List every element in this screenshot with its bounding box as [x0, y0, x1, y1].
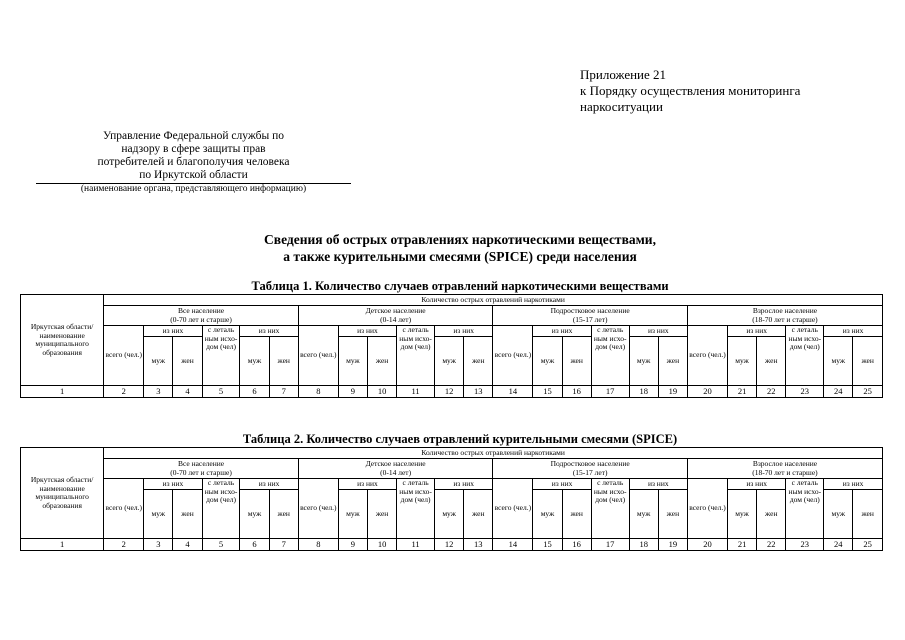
column-number: 5	[202, 386, 240, 398]
column-number: 12	[435, 539, 464, 551]
data-table	[20, 447, 883, 551]
column-number: 20	[687, 539, 727, 551]
column-number: 2	[104, 539, 144, 551]
group-header	[298, 306, 493, 326]
male-header: муж	[824, 337, 853, 386]
female-header: жен	[562, 337, 591, 386]
female-header: жен	[368, 490, 397, 539]
of-them-header: из них	[629, 326, 687, 337]
group-label: Взрослое население	[752, 459, 818, 468]
group-header	[493, 306, 688, 326]
male-header: муж	[240, 337, 269, 386]
region-header: Иркутская области/ наименование муниципального образования	[21, 295, 104, 386]
of-them-header: из них	[824, 479, 883, 490]
total-header: всего (чел.)	[493, 479, 533, 539]
female-header: жен	[658, 490, 687, 539]
column-number: 24	[824, 386, 853, 398]
column-number: 18	[629, 386, 658, 398]
lethal-header: с леталь ным исхо- дом (чел)	[397, 479, 435, 539]
appendix-line: к Порядку осуществления мониторинга	[580, 83, 801, 98]
lethal-header: с леталь ным исхо- дом (чел)	[786, 479, 824, 539]
male-header: муж	[727, 490, 756, 539]
male-header: муж	[533, 337, 562, 386]
female-header: жен	[757, 490, 786, 539]
column-number: 20	[687, 386, 727, 398]
column-number: 13	[464, 539, 493, 551]
female-header: жен	[853, 337, 883, 386]
column-number: 12	[435, 386, 464, 398]
female-header: жен	[757, 337, 786, 386]
male-header: муж	[435, 337, 464, 386]
male-header: муж	[533, 490, 562, 539]
group-header	[493, 459, 688, 479]
total-header: всего (чел.)	[298, 479, 338, 539]
column-number: 16	[562, 386, 591, 398]
column-number: 1	[21, 386, 104, 398]
super-header: Количество острых отравлений наркотиками	[104, 295, 883, 306]
group-header	[104, 459, 299, 479]
group-range: (0-14 лет)	[380, 467, 412, 477]
heading-line: а также курительными смесями (SPICE) среди населения	[283, 249, 637, 264]
male-header: муж	[727, 337, 756, 386]
male-header: муж	[240, 490, 269, 539]
group-label: Все население	[177, 459, 225, 468]
female-header: жен	[562, 490, 591, 539]
organization-line: потребителей и благополучия человека	[97, 156, 290, 168]
male-header: муж	[338, 490, 367, 539]
female-header: жен	[853, 490, 883, 539]
region-header: Иркутская области/ наименование муниципального образования	[21, 448, 104, 539]
column-number: 3	[144, 539, 173, 551]
column-number: 24	[824, 539, 853, 551]
column-number: 23	[786, 386, 824, 398]
of-them-header: из них	[338, 326, 396, 337]
column-number: 8	[298, 386, 338, 398]
column-number: 17	[591, 386, 629, 398]
of-them-header: из них	[629, 479, 687, 490]
of-them-header: из них	[727, 326, 785, 337]
of-them-header: из них	[144, 479, 202, 490]
super-header: Количество острых отравлений наркотиками	[104, 448, 883, 459]
total-header: всего (чел.)	[687, 326, 727, 386]
group-range: (18-70 лет и старше)	[752, 314, 818, 324]
total-header: всего (чел.)	[298, 326, 338, 386]
group-range: (0-70 лет и старше)	[170, 467, 232, 477]
column-number: 8	[298, 539, 338, 551]
group-range: (18-70 лет и старше)	[752, 467, 818, 477]
appendix-line: Приложение 21	[580, 67, 667, 82]
male-header: муж	[629, 337, 658, 386]
of-them-header: из них	[824, 326, 883, 337]
column-number: 22	[757, 386, 786, 398]
of-them-header: из них	[533, 479, 591, 490]
column-number: 21	[727, 539, 756, 551]
female-header: жен	[464, 490, 493, 539]
group-header	[687, 459, 882, 479]
male-header: муж	[144, 337, 173, 386]
appendix-line: наркоситуации	[580, 99, 663, 114]
column-number: 25	[853, 539, 883, 551]
female-header: жен	[464, 337, 493, 386]
column-number: 13	[464, 386, 493, 398]
column-number: 9	[338, 386, 367, 398]
table-2-caption: Таблица 2. Количество случаев отравлений курительными смесями (SPICE)	[242, 432, 678, 446]
female-header: жен	[173, 490, 202, 539]
data-table	[20, 294, 883, 398]
male-header: муж	[824, 490, 853, 539]
column-number: 23	[786, 539, 824, 551]
lethal-header: с леталь ным исхо- дом (чел)	[591, 326, 629, 386]
group-range: (15-17 лет)	[572, 467, 608, 477]
column-number: 7	[269, 539, 298, 551]
column-number: 10	[368, 386, 397, 398]
male-header: муж	[629, 490, 658, 539]
group-label: Детское население	[365, 306, 426, 315]
organization-line: надзору в сфере защиты прав	[121, 143, 266, 155]
of-them-header: из них	[338, 479, 396, 490]
of-them-header: из них	[144, 326, 202, 337]
male-header: муж	[435, 490, 464, 539]
female-header: жен	[269, 490, 298, 539]
total-header: всего (чел.)	[493, 326, 533, 386]
group-header	[687, 306, 882, 326]
column-number: 6	[240, 539, 269, 551]
column-number: 15	[533, 386, 562, 398]
lethal-header: с леталь ным исхо- дом (чел)	[591, 479, 629, 539]
male-header: муж	[144, 490, 173, 539]
column-number: 22	[757, 539, 786, 551]
column-number: 19	[658, 539, 687, 551]
column-number: 14	[493, 386, 533, 398]
female-header: жен	[173, 337, 202, 386]
female-header: жен	[269, 337, 298, 386]
column-number: 5	[202, 539, 240, 551]
lethal-header: с леталь ным исхо- дом (чел)	[397, 326, 435, 386]
total-header: всего (чел.)	[687, 479, 727, 539]
group-label: Все население	[177, 306, 225, 315]
column-number: 21	[727, 386, 756, 398]
group-label: Взрослое население	[752, 306, 818, 315]
column-number: 25	[853, 386, 883, 398]
heading-line: Сведения об острых отравлениях наркотическими веществами,	[264, 232, 656, 247]
group-label: Подростковое население	[550, 459, 630, 468]
column-number: 18	[629, 539, 658, 551]
female-header: жен	[368, 337, 397, 386]
column-number: 1	[21, 539, 104, 551]
group-range: (0-14 лет)	[380, 314, 412, 324]
column-number: 11	[397, 539, 435, 551]
group-range: (15-17 лет)	[572, 314, 608, 324]
column-number: 19	[658, 386, 687, 398]
group-label: Детское население	[365, 459, 426, 468]
column-number: 15	[533, 539, 562, 551]
total-header: всего (чел.)	[104, 326, 144, 386]
of-them-header: из них	[240, 326, 298, 337]
organization-caption: (наименование органа, представляющего информацию)	[80, 184, 307, 194]
column-number: 6	[240, 386, 269, 398]
column-number: 7	[269, 386, 298, 398]
lethal-header: с леталь ным исхо- дом (чел)	[786, 326, 824, 386]
column-number: 4	[173, 386, 202, 398]
of-them-header: из них	[435, 326, 493, 337]
column-number: 17	[591, 539, 629, 551]
column-number: 2	[104, 386, 144, 398]
group-range: (0-70 лет и старше)	[170, 314, 232, 324]
of-them-header: из них	[435, 479, 493, 490]
column-number: 10	[368, 539, 397, 551]
column-number: 3	[144, 386, 173, 398]
organization-line: по Иркутской области	[139, 169, 248, 181]
male-header: муж	[338, 337, 367, 386]
of-them-header: из них	[533, 326, 591, 337]
column-number: 14	[493, 539, 533, 551]
column-number: 11	[397, 386, 435, 398]
organization-line: Управление Федеральной службы по	[102, 130, 284, 142]
appendix-block	[580, 67, 800, 115]
total-header: всего (чел.)	[104, 479, 144, 539]
column-number: 16	[562, 539, 591, 551]
table-1-caption: Таблица 1. Количество случаев отравлений наркотическими веществами	[251, 279, 669, 293]
lethal-header: с леталь ным исхо- дом (чел)	[202, 479, 240, 539]
organization-block	[36, 130, 351, 195]
group-label: Подростковое население	[550, 306, 630, 315]
of-them-header: из них	[240, 479, 298, 490]
lethal-header: с леталь ным исхо- дом (чел)	[202, 326, 240, 386]
of-them-header: из них	[727, 479, 785, 490]
group-header	[104, 306, 299, 326]
column-number: 4	[173, 539, 202, 551]
female-header: жен	[658, 337, 687, 386]
document-heading	[180, 231, 740, 265]
group-header	[298, 459, 493, 479]
column-number: 9	[338, 539, 367, 551]
